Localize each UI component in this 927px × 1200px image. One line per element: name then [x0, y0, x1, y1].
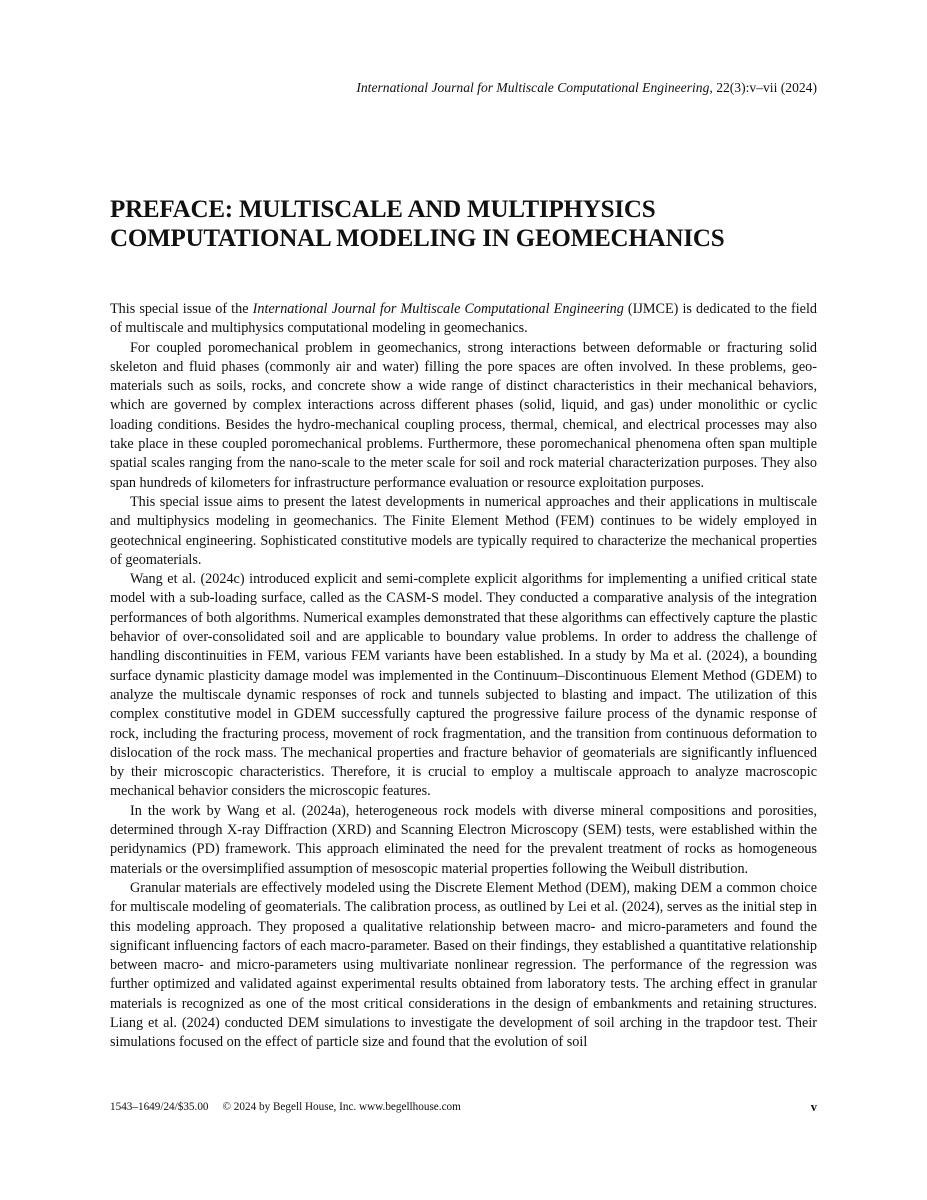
journal-name: International Journal for Multiscale Computational Engineering: [356, 80, 710, 95]
running-header: [356, 80, 817, 96]
journal-name-inline: International Journal for Multiscale Computational Engineering: [252, 301, 624, 317]
paragraph: For coupled poromechanical problem in geomechanics, strong interactions between deformable or fracturing solid skeleton and fluid phases (commonly air and water) filling the pore spaces are often involved. In these problems, geomaterials such as soils, rocks, and concrete show a wide range of distinct characteristics in their mechanical behaviors, which are governed by complex interactions across different phases (solid, liquid, and gas) under monolithic or cyclic loading conditions. Besides the hydro-mechanical coupling process, thermal, chemical, and electrical processes may also take place in these coupled poromechanical problems. Furthermore, these poromechanical phenomena often span multiple spatial scales ranging from the nano-scale to the meter scale for soil and rock material characterization purposes. They also span hundreds of kilometers for infrastructure performance evaluation or resource exploitation purposes.: [110, 339, 817, 491]
intro-text-start: This special issue of the: [110, 301, 253, 317]
paragraph-intro: [110, 300, 817, 339]
intro-text-end: (IJMCE) is dedicated to the field of multiscale and multiphysics computational modeling in geomechanics.: [110, 301, 818, 337]
paragraph: This special issue aims to present the latest developments in numerical approaches and their applications in multiscale and multiphysics modeling in geomechanics. The Finite Element Method (FEM) continues to be widely employed in geotechnical engineering. Sophisticated constitutive models are typically required to characterize the mechanical properties of geomaterials.: [110, 493, 817, 568]
article-body: [110, 300, 817, 1053]
article-title: PREFACE: MULTISCALE AND MULTIPHYSICS COMPUTATIONAL MODELING IN GEOMECHANICS: [110, 196, 725, 252]
paragraph: Granular materials are effectively modeled using the Discrete Element Method (DEM), making DEM a common choice for multiscale modeling of geomaterials. The calibration process, as outlined by Lei et al. (2024), serves as the initial step in this modeling approach. They proposed a qualitative relationship between macro- and micro-parameters and found the significant influencing factors of each macro-parameter. Based on their findings, they established a quantitative relationship between macro- and micro-parameters using multivariate nonlinear regression. The performance of the regression was further optimized and validated against experimental results obtained from laboratory tests. The arching effect in granular materials is recognized as one of the most critical considerations in the design of embankments and retaining structures. Liang et al. (2024) conducted DEM simulations to investigate the development of soil arching in the trapdoor test. Their simulations focused on the effect of particle size and found that the evolution of soil: [110, 879, 817, 1051]
page-footer: [110, 1101, 461, 1113]
copyright-notice: © 2024 by Begell House, Inc. www.begellhouse.com: [222, 1101, 461, 1113]
paragraph: In the work by Wang et al. (2024a), heterogeneous rock models with diverse mineral compositions and porosities, determined through X-ray Diffraction (XRD) and Scanning Electron Microscopy (SEM) tests, were established within the peridynamics (PD) framework. This approach eliminated the need for the prevalent treatment of rocks as homogeneous materials or the oversimplified assumption of mesoscopic material properties following the Weibull distribution.: [110, 802, 817, 877]
paragraph: Wang et al. (2024c) introduced explicit and semi-complete explicit algorithms for implementing a unified critical state model with a sub-loading surface, called as the CASM-S model. They conducted a comparative analysis of the integration performances of both algorithms. Numerical examples demonstrated that these algorithms can effectively capture the plastic behavior of over-consolidated soil and are applicable to boundary value problems. In order to address the challenge of handling discontinuities in FEM, various FEM variants have been established. In a study by Ma et al. (2024), a bounding surface dynamic plasticity damage model was implemented in the Continuum–Discontinuous Element Method (GDEM) to analyze the multiscale dynamic responses of rock and tunnels subjected to blasting and impact. The utilization of this complex constitutive model in GDEM successfully captured the progressive failure process of the dynamic response of rock, including the fracturing process, movement of rock fragmentation, and the transition from continuous deformation to dislocation of the rock mass. The mechanical properties and fracture behavior of geomaterials are significantly influenced by their microscopic characteristics. Therefore, it is crucial to employ a multiscale approach to analyze macroscopic mechanical behavior considers the microscopic features.: [110, 571, 817, 800]
issn-price: 1543–1649/24/$35.00: [110, 1101, 209, 1113]
page-number: v: [810, 1100, 817, 1114]
journal-citation: , 22(3):v–vii (2024): [709, 80, 817, 95]
